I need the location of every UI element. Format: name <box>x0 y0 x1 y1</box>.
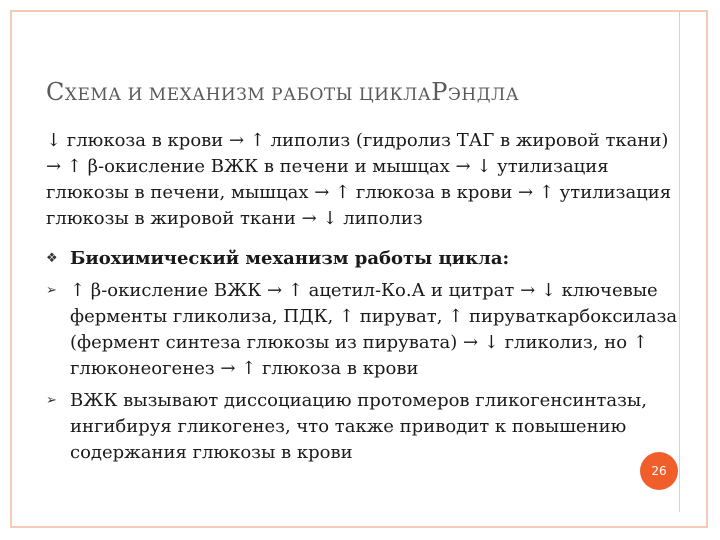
title-text-1: ХЕМА И МЕХАНИЗМ РАБОТЫ ЦИКЛА <box>64 85 432 105</box>
list-item <box>46 246 686 272</box>
list-item <box>46 278 686 382</box>
bullet-list <box>46 246 686 472</box>
page-number-badge: 26 <box>640 452 678 490</box>
list-item <box>46 388 686 466</box>
title-text-2: ЭНДЛА <box>447 85 520 105</box>
slide-title <box>46 78 519 106</box>
list-item-text: ↑ β-окисление ВЖК → ↑ ацетил-Ко.А и цитрат → ↓ ключевые ферменты гликолиза, ПДК, ↑ пируват, ↑ пируваткарбоксилаза (фермент синтеза глюкозы из пирувата) → ↓ гликолиз, но ↑ глюконеогенез → ↑ глюкоза в крови <box>70 280 678 379</box>
title-initial-2: Р <box>431 78 448 106</box>
title-initial-1: С <box>46 78 65 106</box>
arrow-bullet-icon: ➢ <box>46 283 57 298</box>
arrow-bullet-icon: ➢ <box>46 393 57 408</box>
diamond-bullet-icon: ❖ <box>46 251 58 266</box>
list-item-text: Биохимический механизм работы цикла: <box>70 248 510 269</box>
intro-paragraph: ↓ глюкоза в крови → ↑ липолиз (гидролиз ТАГ в жировой ткани) → ↑ β-окисление ВЖК в печени и мышцах → ↓ утилизация глюкозы в печени, мышцах → ↑ глюкоза в крови → ↑ утилизация глюкозы в жировой ткани → ↓ липолиз <box>46 130 672 229</box>
list-item-text: ВЖК вызывают диссоциацию протомеров гликогенсинтазы, ингибируя гликогенез, что также приводит к повышению содержания глюкозы в крови <box>70 390 647 463</box>
